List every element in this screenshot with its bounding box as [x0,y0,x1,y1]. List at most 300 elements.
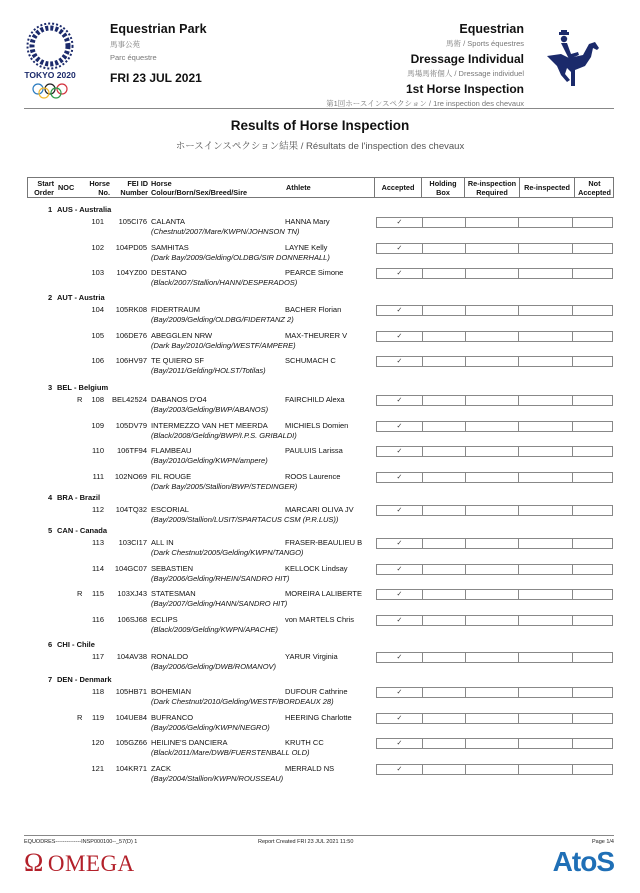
check-icon: ✓ [396,654,403,661]
not-accepted-box [572,473,612,482]
fei-id: 102NO69 [114,471,147,481]
holding-box [422,539,465,548]
page-title: Results of Horse Inspection [230,118,410,133]
accepted-box [377,739,422,748]
horse-name: FLAMBEAU [151,446,192,455]
reinspection-required-box [465,473,519,482]
horse-name: BOHEMIAN [151,687,192,696]
holding-box [422,473,465,482]
title-block [0,118,640,152]
table-row [0,615,640,639]
reinspection-required-box [465,269,519,278]
venue-block [110,22,207,85]
status-boxes [376,589,613,600]
status-boxes [376,395,613,406]
reinspection-required-box [465,688,519,697]
check-icon: ✓ [396,616,403,624]
not-accepted-box [572,739,612,748]
accepted-box [377,765,422,774]
table-row [0,472,640,496]
athlete-name: MERRALD NS [285,763,335,773]
reinspected-box [518,739,572,748]
horse-number: 108 [91,395,104,404]
table-row [0,268,640,292]
horse-number: 109 [91,420,104,430]
fei-id: 106HV97 [115,356,147,365]
horse-name: RONALDO [151,652,189,661]
horse-description: (Black/2011/Mare/DWB/FUERSTENBALL OLD) [151,748,310,757]
not-accepted-box [572,765,612,774]
accepted-box [377,506,422,515]
holding-box [422,739,465,748]
table-row [0,446,640,470]
status-boxes [376,243,613,254]
table-row [0,217,640,241]
reinspection-required-box [465,565,519,574]
horse-description: (Bay/2004/Stallion/KWPN/ROUSSEAU) [151,773,284,783]
holding-box [422,616,465,625]
reinspected-box [518,396,572,405]
reinspected-box [518,244,572,253]
check-icon: ✓ [396,448,403,455]
reinspection-required-box [465,616,519,625]
page-number: Page 1/4 [591,839,614,845]
not-accepted-box [572,396,612,405]
phase-subtitle: 第1回ホースインスペクション / 1re inspection des chevaux [326,99,524,108]
reinspection-required-box [465,244,519,253]
fei-id: BEL42524 [111,395,147,404]
horse-number: 103 [91,268,104,277]
reinspected-box [518,714,572,723]
horse-number: 117 [92,652,104,661]
report-header [0,0,640,108]
status-boxes [376,331,613,342]
horse-description: (Dark Bay/2005/Stallion/BWP/STEDINGER) [151,481,298,491]
horse-description: (Dark Chestnut/2005/Gelding/KWPN/TANGO) [151,548,304,557]
horse-name: TE QUIERO SF [151,356,204,365]
not-accepted-box [572,506,612,515]
table-row [0,331,640,355]
athlete-name: PAULUIS Larissa [285,446,343,455]
athlete-name: KRUTH CC [285,738,324,747]
not-accepted-box [572,269,612,278]
horse-name: DESTANO [151,268,187,277]
horse-name: CALANTA [151,217,186,226]
horse-number: 119 [92,712,104,722]
reinspected-box [518,473,572,482]
table-row [0,356,640,380]
horse-number: 121 [91,763,104,773]
horse-name: ESCORIAL [151,505,189,514]
not-accepted-box [572,590,612,599]
horse-description: (Bay/2007/Gelding/HANN/SANDRO HIT) [151,599,288,608]
fei-id: 106DE76 [115,330,147,340]
athlete-name: SCHUMACH C [285,356,336,365]
check-icon: ✓ [396,765,403,773]
atos-logo: AtoS [552,846,614,877]
holding-box [422,714,465,723]
reinspection-required-box [465,765,519,774]
fei-id: 104AV38 [116,652,147,661]
athlete-name: MOREIRA LALIBERTE [285,589,362,598]
not-accepted-box [572,357,612,366]
check-icon: ✓ [396,507,403,514]
check-icon: ✓ [396,714,403,722]
reinspection-required-box [465,396,519,405]
reinspection-required-box [465,506,519,515]
holding-box [422,765,465,774]
reinspected-box [518,447,572,456]
horse-name: ABEGGLEN NRW [151,330,213,340]
accepted-box [377,447,422,456]
athlete-name: von MARTELS Chris [285,614,355,624]
table-row [0,538,640,562]
horse-description: (Bay/2006/Gelding/DWB/ROMANOV) [151,662,277,671]
holding-box [422,306,465,315]
check-icon: ✓ [396,270,403,277]
horse-description: (Dark Bay/2010/Gelding/WESTF/AMPERE) [151,340,296,350]
fei-id: 104PD05 [115,242,147,252]
athlete-name: MICHIELS Domien [285,420,349,430]
fei-id: 105RK08 [115,305,147,314]
holding-box [422,396,465,405]
venue-name-fr: Parc équestre [110,53,157,62]
horse-number: 102 [91,242,104,252]
fei-id: 104GC07 [114,563,147,573]
athlete-name: HANNA Mary [285,217,330,226]
horse-description: (Bay/2009/Stallion/LUSIT/SPARTACUS CSM (P.R.LUS)) [151,515,339,524]
horse-description: (Bay/2011/Gelding/HOLST/Totilas) [151,366,266,375]
check-icon: ✓ [396,332,403,340]
reinspection-required-box [465,422,519,431]
holding-box [422,269,465,278]
col-reinspected: Re-inspected [524,183,570,192]
venue-name: Equestrian Park [110,22,207,36]
reinspection-required-box [465,714,519,723]
col-start-order: Start Order [34,179,54,197]
dressage-pictogram-icon [545,30,607,90]
accepted-box [377,218,422,227]
reinspection-required-box [465,332,519,341]
table-row [0,589,640,613]
holding-box [422,688,465,697]
status-boxes [376,446,613,457]
omega-logo: Ω OMEGA [24,848,135,877]
horse-description: (Black/2008/Gelding/BWP/I.P.S. GRIBALDI) [151,430,297,440]
horse-description: (Bay/2003/Gelding/BWP/ABANOS) [151,405,269,414]
status-boxes [376,268,613,279]
reinspection-required-box [465,739,519,748]
accepted-box [377,473,422,482]
accepted-box [377,714,422,723]
page-subtitle: ホースインスペクション結果 / Résultats de l'inspection des chevaux [175,141,465,152]
status-boxes [376,713,613,724]
check-icon: ✓ [396,565,403,573]
athlete-name: LAYNE Kelly [285,242,328,252]
reinspected-box [518,688,572,697]
athlete-name: HEERING Charlotte [285,712,352,722]
accepted-box [377,422,422,431]
athlete-name: ROOS Laurence [285,471,341,481]
check-icon: ✓ [396,397,403,404]
sport-name: Equestrian [459,22,524,36]
holding-box [422,244,465,253]
not-accepted-box [572,539,612,548]
not-accepted-box [572,306,612,315]
check-icon: ✓ [396,740,403,747]
check-icon: ✓ [396,422,403,430]
horse-description: (Bay/2006/Gelding/RHEIN/SANDRO HIT) [151,573,290,583]
horse-number: 113 [92,538,104,547]
holding-box [422,218,465,227]
not-accepted-box [572,616,612,625]
horse-number: 104 [91,305,104,314]
horse-description: (Bay/2010/Gelding/KWPN/ampere) [151,456,268,465]
accepted-box [377,357,422,366]
tokyo-2020-text: TOKYO 2020 [24,70,76,80]
holding-box [422,506,465,515]
accepted-box [377,565,422,574]
athlete-name: MAX-THEURER V [285,330,348,340]
horse-name: DABANOS D'O4 [151,395,207,404]
report-created: Report Created FRI 23 JUL 2021 11:50 [258,839,354,845]
reinspection-required-box [465,218,519,227]
reinspection-required-box [465,447,519,456]
reinspection-required-box [465,539,519,548]
check-icon: ✓ [396,540,403,547]
holding-box [422,422,465,431]
check-icon: ✓ [396,473,403,481]
table-row [0,564,640,588]
discipline-subtitle: 馬場馬術個人 / Dressage individuel [407,69,524,78]
athlete-name: KELLOCK Lindsay [285,563,348,573]
reinspected-box [518,590,572,599]
table-header [27,177,614,198]
status-boxes [376,652,613,663]
omega-symbol-icon: Ω [24,848,44,877]
horse-number: 110 [92,446,104,455]
status-boxes [376,738,613,749]
accepted-box [377,269,422,278]
accepted-box [377,244,422,253]
reinspection-required-box [465,590,519,599]
not-accepted-box [572,565,612,574]
col-not-accepted: Not Accepted [578,179,611,197]
athlete-name: FRASER-BEAULIEU B [285,538,363,547]
horse-name: FIL ROUGE [151,471,192,481]
holding-box [422,357,465,366]
table-row [0,421,640,445]
not-accepted-box [572,653,612,662]
not-accepted-box [572,688,612,697]
reinspected-box [518,506,572,515]
athlete-name: YARUR Virginia [285,652,338,661]
fei-id: 105CI76 [118,217,147,226]
status-boxes [376,305,613,316]
reserve-flag: R [77,589,83,598]
horse-number: 112 [92,505,104,514]
status-boxes [376,564,613,575]
horse-name: STATESMAN [151,589,196,598]
table-row [0,652,640,676]
horse-description: (Chestnut/2007/Mare/KWPN/JOHNSON TN) [151,227,300,236]
holding-box [422,565,465,574]
horse-name: HEILINE'S DANCIERA [151,738,228,747]
horse-name: SAMHITAS [151,242,189,252]
reinspection-required-box [465,306,519,315]
reserve-flag: R [77,712,83,722]
horse-name: SEBASTIEN [151,563,194,573]
col-noc: NOC [58,183,75,192]
horse-number: 111 [92,471,104,481]
table-row [0,687,640,711]
not-accepted-box [572,714,612,723]
horse-number: 118 [92,687,104,696]
reinspected-box [518,653,572,662]
check-icon: ✓ [396,244,403,252]
fei-id: 105DV79 [115,420,147,430]
fei-id: 104KR71 [115,763,147,773]
check-icon: ✓ [396,358,403,365]
table-row [0,395,640,419]
accepted-box [377,539,422,548]
reinspected-box [518,332,572,341]
table-row [0,713,640,737]
col-horse-no: Horse No. [89,179,110,197]
status-boxes [376,687,613,698]
check-icon: ✓ [396,219,403,226]
table-row [0,738,640,762]
holding-box [422,447,465,456]
col-fei-id: FEI ID Number [120,179,148,197]
table-row [0,764,640,788]
reinspected-box [518,218,572,227]
fei-id: 104TQ32 [115,505,147,514]
status-boxes [376,421,613,432]
table-row [0,243,640,267]
reinspected-box [518,357,572,366]
fei-id: 103CI17 [118,538,147,547]
not-accepted-box [572,447,612,456]
event-date: FRI 23 JUL 2021 [110,71,202,85]
holding-box [422,590,465,599]
tokyo-2020-logo-icon [22,20,78,100]
horse-number: 101 [91,217,104,226]
table-row [0,305,640,329]
athlete-name: PEARCE Simone [285,268,344,277]
status-boxes [376,615,613,626]
horse-description: (Bay/2006/Gelding/KWPN/NEGRO) [151,722,270,732]
status-boxes [376,472,613,483]
horse-name: ECLIPS [151,614,178,624]
not-accepted-box [572,244,612,253]
reinspected-box [518,565,572,574]
report-code: EQUODRES--------------INSP000100--_57(D) 1 [24,839,138,845]
discipline-name: Dressage Individual [410,52,524,66]
status-boxes [376,538,613,549]
reinspected-box [518,269,572,278]
reinspected-box [518,539,572,548]
horse-number: 116 [92,614,104,624]
accepted-box [377,396,422,405]
reinspected-box [518,765,572,774]
accepted-box [377,653,422,662]
sport-subtitle: 馬術 / Sports équestres [446,39,524,48]
reinspected-box [518,422,572,431]
not-accepted-box [572,422,612,431]
fei-id: 104UE84 [115,712,147,722]
horse-number: 105 [91,330,104,340]
reinspection-required-box [465,653,519,662]
fei-id: 105GZ66 [115,738,147,747]
holding-box [422,653,465,662]
horse-number: 114 [92,563,104,573]
horse-number: 106 [91,356,104,365]
status-boxes [376,505,613,516]
status-boxes [376,356,613,367]
check-icon: ✓ [396,307,403,314]
venue-name-ja: 馬事公苑 [110,40,140,49]
fei-id: 106TF94 [116,446,147,455]
col-holding-box: Holding Box [429,179,457,197]
check-icon: ✓ [396,689,403,696]
fei-id: 103XJ43 [117,589,147,598]
athlete-name: FAIRCHILD Alexa [285,395,345,404]
col-horse: Horse Colour/Born/Sex/Breed/Sire [151,179,248,197]
col-athlete: Athlete [286,183,311,192]
accepted-box [377,688,422,697]
event-block [326,22,524,109]
not-accepted-box [572,218,612,227]
athlete-name: DUFOUR Cathrine [285,687,348,696]
status-boxes [376,217,613,228]
fei-id: 104YZ00 [116,268,147,277]
status-boxes [376,764,613,775]
horse-name: INTERMEZZO VAN HET MEERDA [151,420,268,430]
athlete-name: BACHER Florian [285,305,342,314]
accepted-box [377,590,422,599]
reinspection-required-box [465,357,519,366]
accepted-box [377,306,422,315]
horse-description: (Black/2009/Gelding/KWPN/APACHE) [151,624,278,634]
footer-divider [24,835,614,836]
reinspected-box [518,616,572,625]
horse-number: 115 [92,589,104,598]
horse-name: ZACK [151,763,172,773]
fei-id: 106SJ68 [117,614,147,624]
check-icon: ✓ [396,591,403,598]
phase-name: 1st Horse Inspection [405,82,524,96]
horse-name: FIDERTRAUM [151,305,201,314]
horse-name: BUFRANCO [151,712,194,722]
horse-description: (Dark Bay/2009/Gelding/OLDBG/SIR DONNERHALL) [151,252,330,262]
not-accepted-box [572,332,612,341]
accepted-box [377,616,422,625]
horse-name: ALL IN [151,538,174,547]
horse-description: (Dark Chestnut/2010/Gelding/WESTF/BORDEAUX 28) [151,697,334,706]
horse-description: (Bay/2009/Gelding/OLDBG/FIDERTANZ 2) [151,315,294,324]
reserve-flag: R [77,395,83,404]
col-reinspection-required: Re-inspection Required [467,179,517,197]
athlete-name: MARCARI OLIVA JV [285,505,354,514]
fei-id: 105HB71 [115,687,147,696]
col-accepted: Accepted [381,183,415,192]
accepted-box [377,332,422,341]
holding-box [422,332,465,341]
header-divider [24,108,614,109]
horse-description: (Black/2007/Stallion/HANN/DESPERADOS) [151,278,298,287]
reinspected-box [518,306,572,315]
